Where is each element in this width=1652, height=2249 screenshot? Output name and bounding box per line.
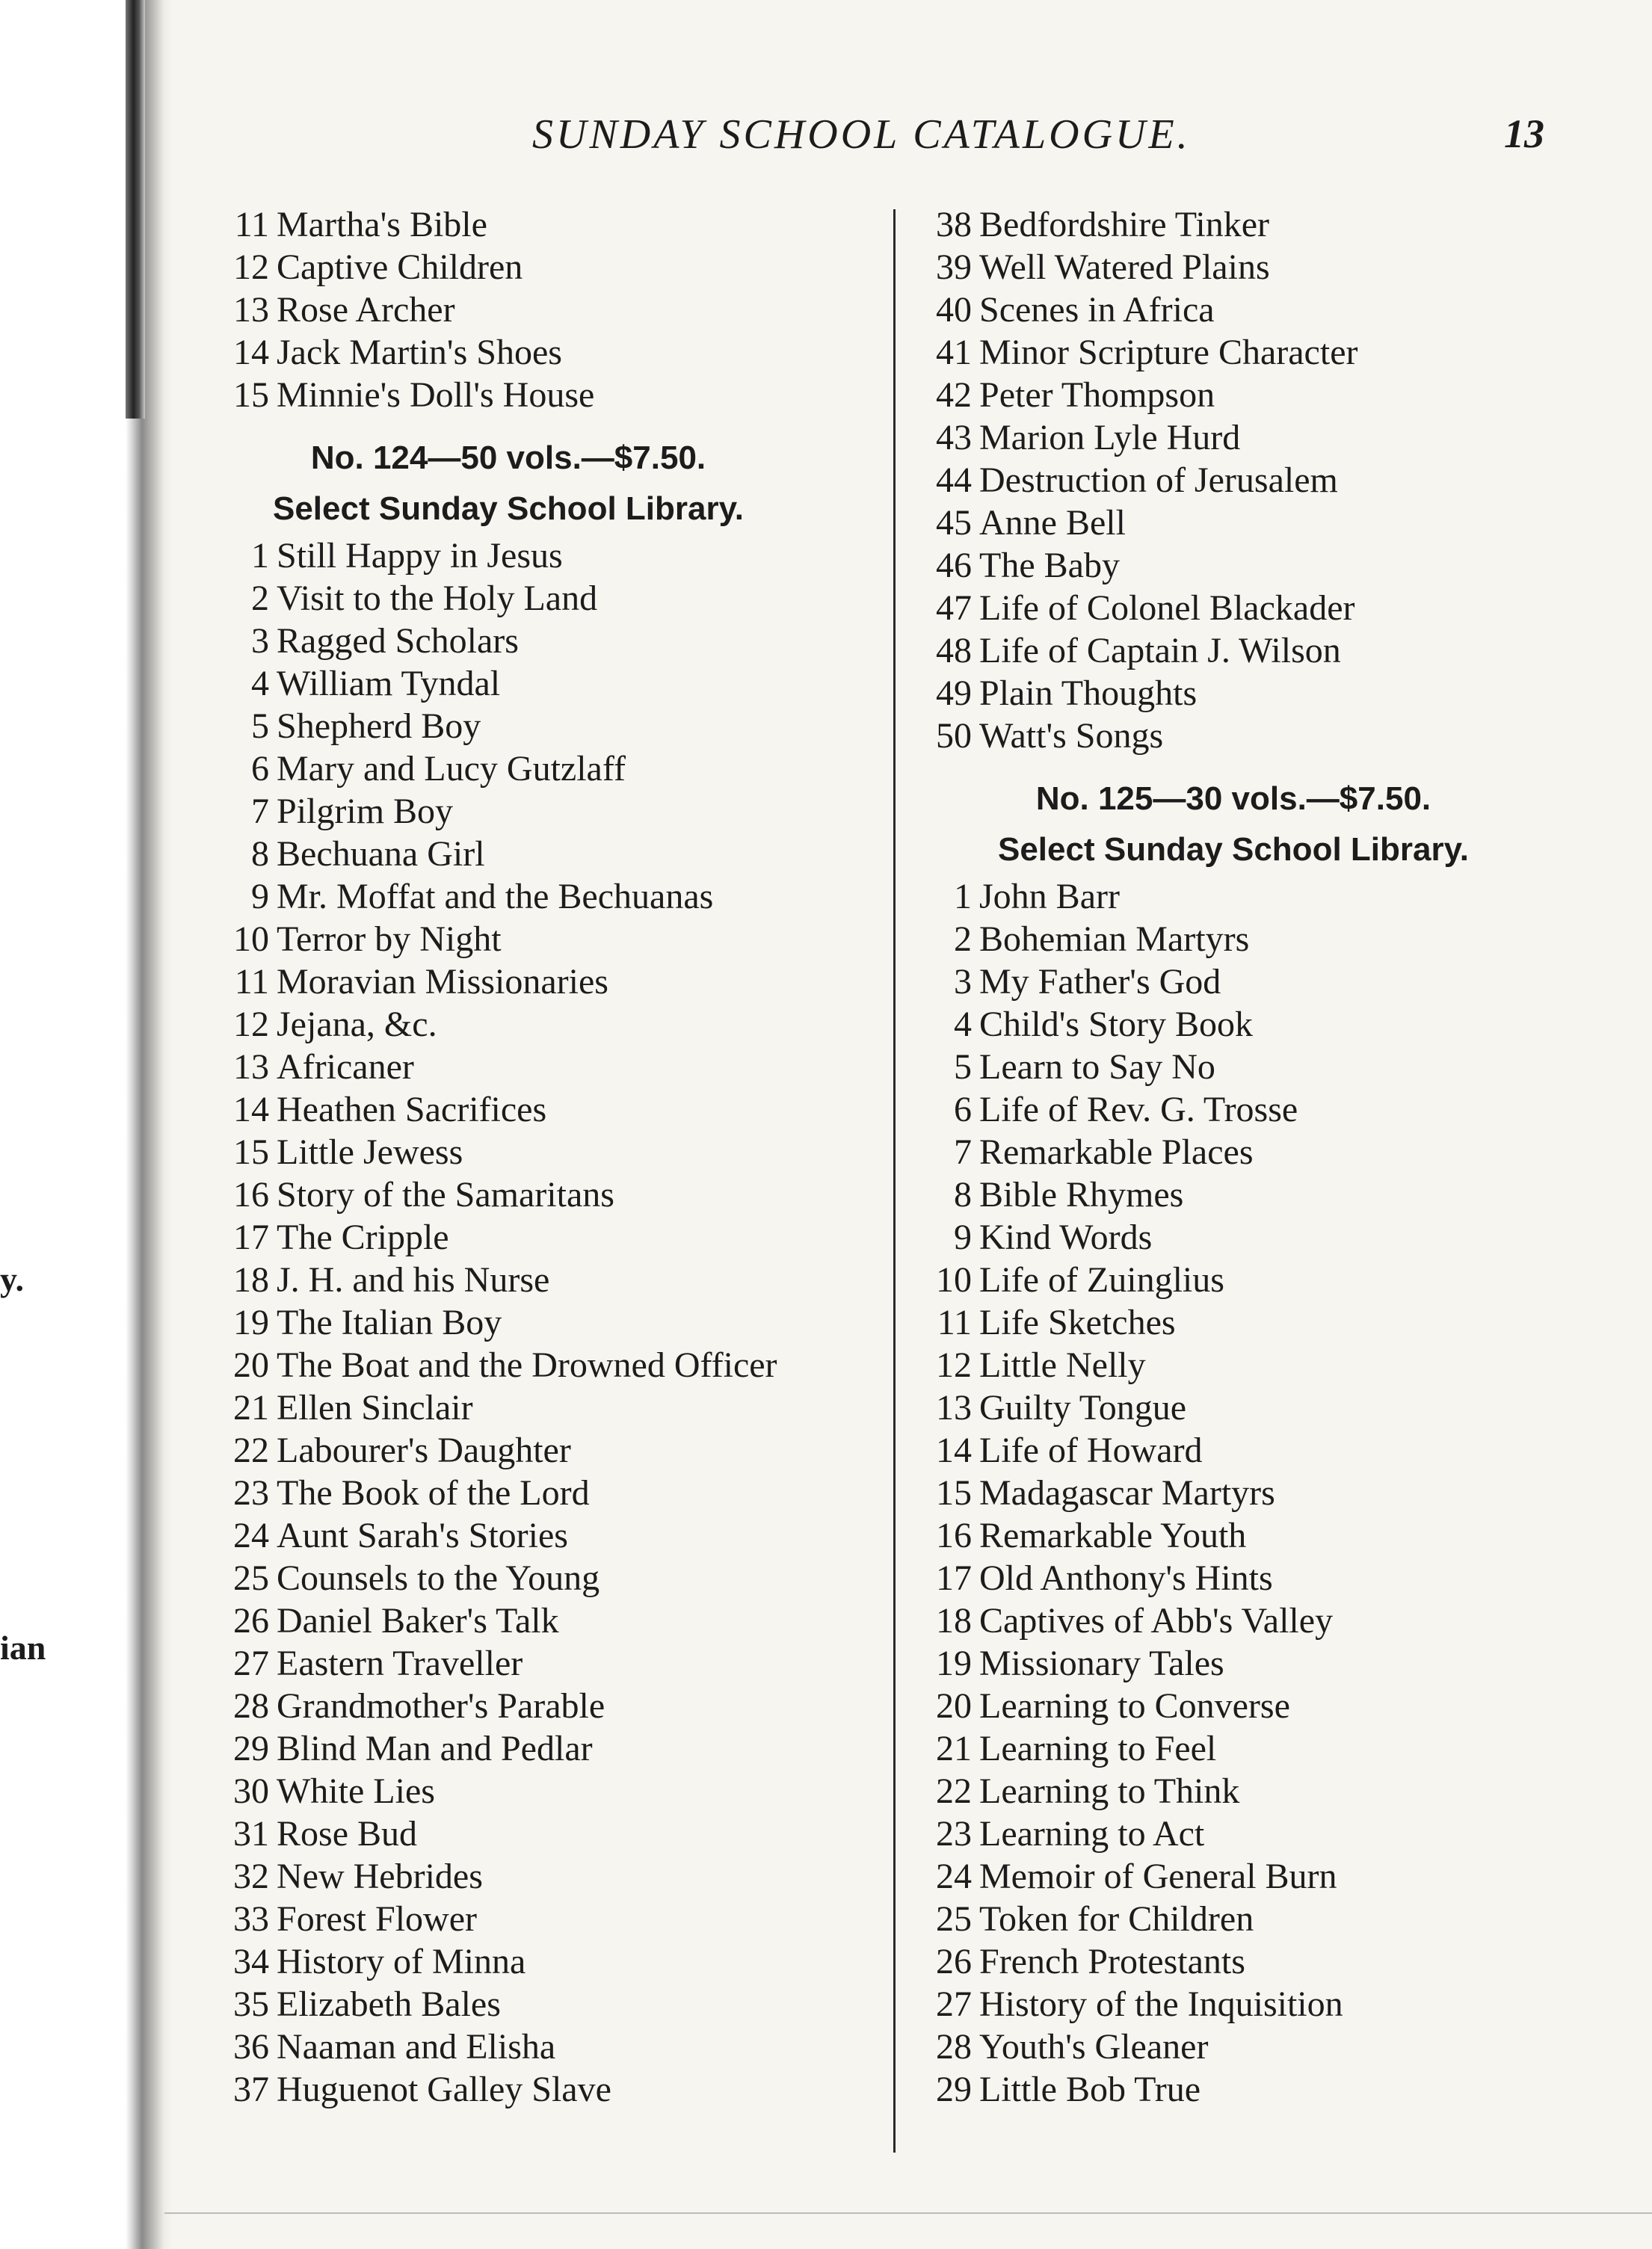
entry-number: 11 [937, 1303, 972, 1342]
catalogue-entry [202, 2026, 875, 2068]
catalogue-entry [202, 1216, 875, 1259]
entry-number: 5 [954, 1047, 972, 1087]
catalogue-entry [202, 577, 875, 620]
library-subheading: Select Sunday School Library. [997, 831, 1470, 868]
entry-title: The Baby [979, 546, 1120, 585]
entry-number: 3 [954, 962, 972, 1002]
column-divider [893, 209, 896, 2153]
catalogue-entry [904, 1173, 1577, 1216]
entry-title: My Father's God [979, 962, 1221, 1002]
entry-title: Guilty Tongue [979, 1388, 1187, 1428]
entry-title: Terror by Night [277, 919, 502, 959]
entry-title: Bechuana Girl [277, 834, 485, 874]
entry-title: Little Nelly [979, 1345, 1146, 1385]
entry-number: 50 [936, 716, 972, 756]
catalogue-entry [202, 1940, 875, 1983]
catalogue-entry [202, 1173, 875, 1216]
entry-title: Life of Howard [979, 1431, 1203, 1470]
entry-title: Child's Story Book [979, 1005, 1254, 1044]
entry-title: Learning to Think [979, 1771, 1240, 1811]
entry-number: 34 [233, 1942, 269, 1981]
entry-number: 14 [233, 333, 269, 372]
entry-number: 44 [936, 460, 972, 500]
catalogue-entry [202, 289, 875, 331]
catalogue-entry [202, 662, 875, 705]
entry-number: 23 [936, 1814, 972, 1854]
entry-title: Youth's Gleaner [979, 2027, 1209, 2067]
entry-title: J. H. and his Nurse [277, 1260, 550, 1300]
catalogue-entry [202, 1898, 875, 1940]
entry-number: 22 [936, 1771, 972, 1811]
entry-number: 26 [233, 1601, 269, 1641]
catalogue-entry [202, 1727, 875, 1770]
entry-number: 33 [233, 1899, 269, 1939]
entry-title: Little Jewess [277, 1132, 463, 1172]
catalogue-entry [202, 1685, 875, 1727]
entry-title: Moravian Missionaries [277, 962, 608, 1002]
catalogue-entry [904, 1301, 1577, 1344]
entry-number: 45 [936, 503, 972, 543]
catalogue-entry [904, 416, 1577, 459]
entry-title: The Book of the Lord [277, 1473, 590, 1513]
entry-title: Learning to Feel [979, 1729, 1217, 1768]
entry-title: Life of Zuinglius [979, 1260, 1224, 1300]
catalogue-entry [904, 459, 1577, 502]
catalogue-entry [904, 1855, 1577, 1898]
entry-title: Minnie's Doll's House [277, 375, 595, 415]
entry-title: Daniel Baker's Talk [277, 1601, 559, 1641]
entry-title: Captives of Abb's Valley [979, 1601, 1334, 1641]
catalogue-entry [904, 1046, 1577, 1088]
catalogue-entry [202, 1855, 875, 1898]
entry-number: 8 [954, 1175, 972, 1215]
entry-number: 6 [954, 1090, 972, 1129]
entry-number: 43 [936, 418, 972, 457]
page-bottom-edge [164, 2212, 1652, 2214]
entry-title: Bohemian Martyrs [979, 919, 1250, 959]
entry-title: Counsels to the Young [277, 1558, 600, 1598]
entry-number: 28 [936, 2027, 972, 2067]
catalogue-entry [202, 2068, 875, 2111]
catalogue-entry [904, 1983, 1577, 2026]
catalogue-entry [904, 544, 1577, 587]
catalogue-entry [202, 1429, 875, 1472]
entry-title: White Lies [277, 1771, 435, 1811]
catalogue-entry [202, 1088, 875, 1131]
entry-title: Grandmother's Parable [277, 1686, 605, 1726]
entry-number: 16 [936, 1516, 972, 1555]
entry-title: Bedfordshire Tinker [979, 205, 1269, 244]
entry-number: 14 [936, 1431, 972, 1470]
entry-title: William Tyndal [277, 664, 501, 703]
catalogue-entry [904, 374, 1577, 416]
continued-list [904, 203, 1577, 757]
entry-number: 21 [936, 1729, 972, 1768]
entry-number: 7 [251, 792, 269, 831]
catalogue-entry [904, 1514, 1577, 1557]
catalogue-entry [202, 1046, 875, 1088]
entry-title: Forest Flower [277, 1899, 477, 1939]
entry-number: 17 [936, 1558, 972, 1598]
entry-number: 19 [233, 1303, 269, 1342]
entry-title: Jack Martin's Shoes [277, 333, 562, 372]
entry-number: 40 [936, 290, 972, 330]
entry-title: Naaman and Elisha [277, 2027, 556, 2067]
catalogue-entry [904, 715, 1577, 757]
entry-number: 11 [234, 205, 269, 244]
catalogue-entry [202, 1386, 875, 1429]
catalogue-entry [202, 246, 875, 289]
entry-title: Anne Bell [979, 503, 1126, 543]
entry-number: 28 [233, 1686, 269, 1726]
entry-number: 21 [233, 1388, 269, 1428]
catalogue-entry [202, 1472, 875, 1514]
entry-number: 5 [251, 706, 269, 746]
entry-number: 12 [233, 247, 269, 287]
entry-title: Scenes in Africa [979, 290, 1215, 330]
catalogue-entry [904, 960, 1577, 1003]
entry-number: 20 [233, 1345, 269, 1385]
catalogue-entry [202, 790, 875, 833]
entry-number: 8 [251, 834, 269, 874]
left-column [202, 203, 875, 2111]
entry-title: French Protestants [979, 1942, 1245, 1981]
entry-number: 4 [251, 664, 269, 703]
entry-number: 18 [233, 1260, 269, 1300]
entry-title: Watt's Songs [979, 716, 1164, 756]
entry-title: Old Anthony's Hints [979, 1558, 1273, 1598]
entry-title: The Boat and the Drowned Officer [277, 1345, 777, 1385]
catalogue-entry [202, 1003, 875, 1046]
entry-title: Well Watered Plains [979, 247, 1270, 287]
catalogue-entry [202, 1599, 875, 1642]
entry-title: Marion Lyle Hurd [979, 418, 1241, 457]
entry-number: 37 [233, 2070, 269, 2109]
entry-title: Eastern Traveller [277, 1644, 523, 1683]
entry-number: 20 [936, 1686, 972, 1726]
catalogue-entry [202, 1557, 875, 1599]
catalogue-entry [904, 875, 1577, 918]
catalogue-entry [202, 960, 875, 1003]
entry-number: 15 [233, 1132, 269, 1172]
entry-title: Bible Rhymes [979, 1175, 1184, 1215]
entry-title: Destruction of Jerusalem [979, 460, 1338, 500]
entry-number: 47 [936, 588, 972, 628]
library-heading: No. 125—30 vols.—$7.50. [1035, 780, 1431, 817]
catalogue-entry [202, 1131, 875, 1173]
entry-number: 25 [233, 1558, 269, 1598]
entry-number: 49 [936, 673, 972, 713]
entry-number: 31 [233, 1814, 269, 1854]
page-number: 13 [1504, 111, 1544, 156]
catalogue-entry [904, 1898, 1577, 1940]
entry-title: Minor Scripture Character [979, 333, 1358, 372]
catalogue-entry [904, 246, 1577, 289]
catalogue-entry [904, 1003, 1577, 1046]
entry-title: The Cripple [277, 1218, 449, 1257]
entry-number: 27 [936, 1984, 972, 2024]
entry-number: 13 [233, 1047, 269, 1087]
catalogue-entry [904, 587, 1577, 629]
entry-title: John Barr [979, 877, 1120, 916]
page-header [0, 105, 1652, 164]
catalogue-entry [202, 1259, 875, 1301]
running-head: SUNDAY SCHOOL CATALOGUE. [532, 111, 1191, 158]
catalogue-entry [202, 918, 875, 960]
entry-title: New Hebrides [277, 1857, 483, 1896]
entry-number: 17 [233, 1218, 269, 1257]
entry-title: Story of the Samaritans [277, 1175, 614, 1215]
catalogue-entry [904, 502, 1577, 544]
entry-title: Ellen Sinclair [277, 1388, 473, 1428]
catalogue-entry [904, 629, 1577, 672]
entry-title: Heathen Sacrifices [277, 1090, 547, 1129]
previous-page-fragment: ian [0, 1629, 46, 1667]
entry-number: 26 [936, 1942, 972, 1981]
entry-title: Huguenot Galley Slave [277, 2070, 611, 2109]
catalogue-entry [904, 203, 1577, 246]
entry-title: Learning to Act [979, 1814, 1205, 1854]
catalogue-entry [202, 1983, 875, 2026]
catalogue-entry [904, 1259, 1577, 1301]
entry-title: Rose Archer [277, 290, 455, 330]
binding-edge [0, 0, 173, 2249]
catalogue-entry [202, 1642, 875, 1685]
catalogue-entry [904, 1727, 1577, 1770]
entry-title: Learning to Converse [979, 1686, 1290, 1726]
entry-number: 24 [233, 1516, 269, 1555]
entry-title: Token for Children [979, 1899, 1254, 1939]
catalogue-entry [904, 1770, 1577, 1813]
entry-number: 19 [936, 1644, 972, 1683]
entry-title: Plain Thoughts [979, 673, 1198, 713]
entry-title: Life of Captain J. Wilson [979, 631, 1341, 670]
entry-title: Learn to Say No [979, 1047, 1215, 1087]
catalogue-entry [904, 1557, 1577, 1599]
entry-title: Still Happy in Jesus [277, 536, 563, 576]
entry-number: 15 [936, 1473, 972, 1513]
catalogue-entry [202, 875, 875, 918]
entry-number: 11 [234, 962, 269, 1002]
entry-title: Life of Colonel Blackader [979, 588, 1355, 628]
entry-number: 7 [954, 1132, 972, 1172]
entry-number: 13 [936, 1388, 972, 1428]
entry-title: Life Sketches [979, 1303, 1176, 1342]
entry-number: 35 [233, 1984, 269, 2024]
catalogue-entry [904, 1472, 1577, 1514]
entry-number: 3 [251, 621, 269, 661]
entry-title: Aunt Sarah's Stories [277, 1516, 568, 1555]
catalogue-entry [904, 289, 1577, 331]
entry-number: 38 [936, 205, 972, 244]
entry-title: Peter Thompson [979, 375, 1215, 415]
entry-title: Martha's Bible [277, 205, 487, 244]
entry-number: 9 [251, 877, 269, 916]
entry-number: 30 [233, 1771, 269, 1811]
catalogue-entry [904, 1088, 1577, 1131]
entry-number: 15 [233, 375, 269, 415]
catalogue-entry [202, 1514, 875, 1557]
entry-number: 36 [233, 2027, 269, 2067]
catalogue-entry [904, 1131, 1577, 1173]
catalogue-entry [202, 747, 875, 790]
catalogue-entry [202, 705, 875, 747]
entry-number: 6 [251, 749, 269, 789]
entry-number: 2 [954, 919, 972, 959]
entry-title: Missionary Tales [979, 1644, 1224, 1683]
entry-title: Visit to the Holy Land [277, 579, 598, 618]
catalogue-entry [202, 534, 875, 577]
entry-number: 12 [936, 1345, 972, 1385]
entry-number: 16 [233, 1175, 269, 1215]
entry-title: The Italian Boy [277, 1303, 502, 1342]
entry-title: Little Bob True [979, 2070, 1201, 2109]
catalogue-entry [904, 331, 1577, 374]
library-list [904, 875, 1577, 2111]
catalogue-entry [202, 203, 875, 246]
entry-title: Elizabeth Bales [277, 1984, 501, 2024]
catalogue-entry [904, 1642, 1577, 1685]
entry-title: Rose Bud [277, 1814, 418, 1854]
catalogue-entry [904, 1599, 1577, 1642]
entry-title: History of the Inquisition [979, 1984, 1343, 2024]
catalogue-entry [904, 1940, 1577, 1983]
catalogue-entry [904, 1344, 1577, 1386]
entry-number: 27 [233, 1644, 269, 1683]
catalogue-entry [904, 2068, 1577, 2111]
catalogue-entry [202, 374, 875, 416]
library-subheading: Select Sunday School Library. [272, 490, 745, 527]
right-column [904, 203, 1577, 2111]
entry-title: Ragged Scholars [277, 621, 519, 661]
entry-title: Life of Rev. G. Trosse [979, 1090, 1298, 1129]
catalogue-entry [202, 1301, 875, 1344]
entry-title: History of Minna [277, 1942, 526, 1981]
catalogue-entry [202, 620, 875, 662]
entry-number: 32 [233, 1857, 269, 1896]
entry-number: 10 [233, 919, 269, 959]
catalogue-entry [904, 2026, 1577, 2068]
entry-number: 14 [233, 1090, 269, 1129]
entry-number: 9 [954, 1218, 972, 1257]
entry-number: 13 [233, 290, 269, 330]
entry-number: 25 [936, 1899, 972, 1939]
entry-number: 12 [233, 1005, 269, 1044]
catalogue-entry [202, 1344, 875, 1386]
entry-number: 18 [936, 1601, 972, 1641]
catalogue-entry [904, 1685, 1577, 1727]
entry-title: Jejana, &c. [277, 1005, 437, 1044]
binding-shadow [126, 0, 145, 419]
catalogue-entry [904, 1216, 1577, 1259]
catalogue-entry [202, 833, 875, 875]
library-heading: No. 124—50 vols.—$7.50. [310, 439, 706, 476]
entry-title: Remarkable Places [979, 1132, 1254, 1172]
entry-number: 48 [936, 631, 972, 670]
catalogue-entry [202, 331, 875, 374]
entry-number: 10 [936, 1260, 972, 1300]
entry-number: 24 [936, 1857, 972, 1896]
entry-number: 46 [936, 546, 972, 585]
catalogue-entry [904, 918, 1577, 960]
entry-title: Africaner [277, 1047, 414, 1087]
entry-number: 1 [954, 877, 972, 916]
entry-title: Mary and Lucy Gutzlaff [277, 749, 626, 789]
previous-page-fragment: y. [0, 1260, 24, 1298]
catalogue-entry [202, 1813, 875, 1855]
entry-number: 22 [233, 1431, 269, 1470]
entry-title: Labourer's Daughter [277, 1431, 571, 1470]
catalogue-entry [904, 672, 1577, 715]
entry-number: 2 [251, 579, 269, 618]
entry-title: Kind Words [979, 1218, 1153, 1257]
catalogue-entry [202, 1770, 875, 1813]
entry-title: Blind Man and Pedlar [277, 1729, 593, 1768]
entry-title: Shepherd Boy [277, 706, 481, 746]
entry-number: 4 [954, 1005, 972, 1044]
entry-number: 41 [936, 333, 972, 372]
entry-title: Remarkable Youth [979, 1516, 1247, 1555]
continued-list [202, 203, 875, 416]
catalogue-entry [904, 1429, 1577, 1472]
entry-number: 29 [233, 1729, 269, 1768]
entry-number: 42 [936, 375, 972, 415]
entry-number: 23 [233, 1473, 269, 1513]
entry-title: Memoir of General Burn [979, 1857, 1337, 1896]
library-list [202, 534, 875, 2111]
entry-number: 29 [936, 2070, 972, 2109]
entry-title: Pilgrim Boy [277, 792, 454, 831]
catalogue-entry [904, 1813, 1577, 1855]
catalogue-entry [904, 1386, 1577, 1429]
entry-title: Mr. Moffat and the Bechuanas [277, 877, 714, 916]
entry-number: 1 [251, 536, 269, 576]
entry-title: Madagascar Martyrs [979, 1473, 1275, 1513]
entry-title: Captive Children [277, 247, 523, 287]
entry-number: 39 [936, 247, 972, 287]
